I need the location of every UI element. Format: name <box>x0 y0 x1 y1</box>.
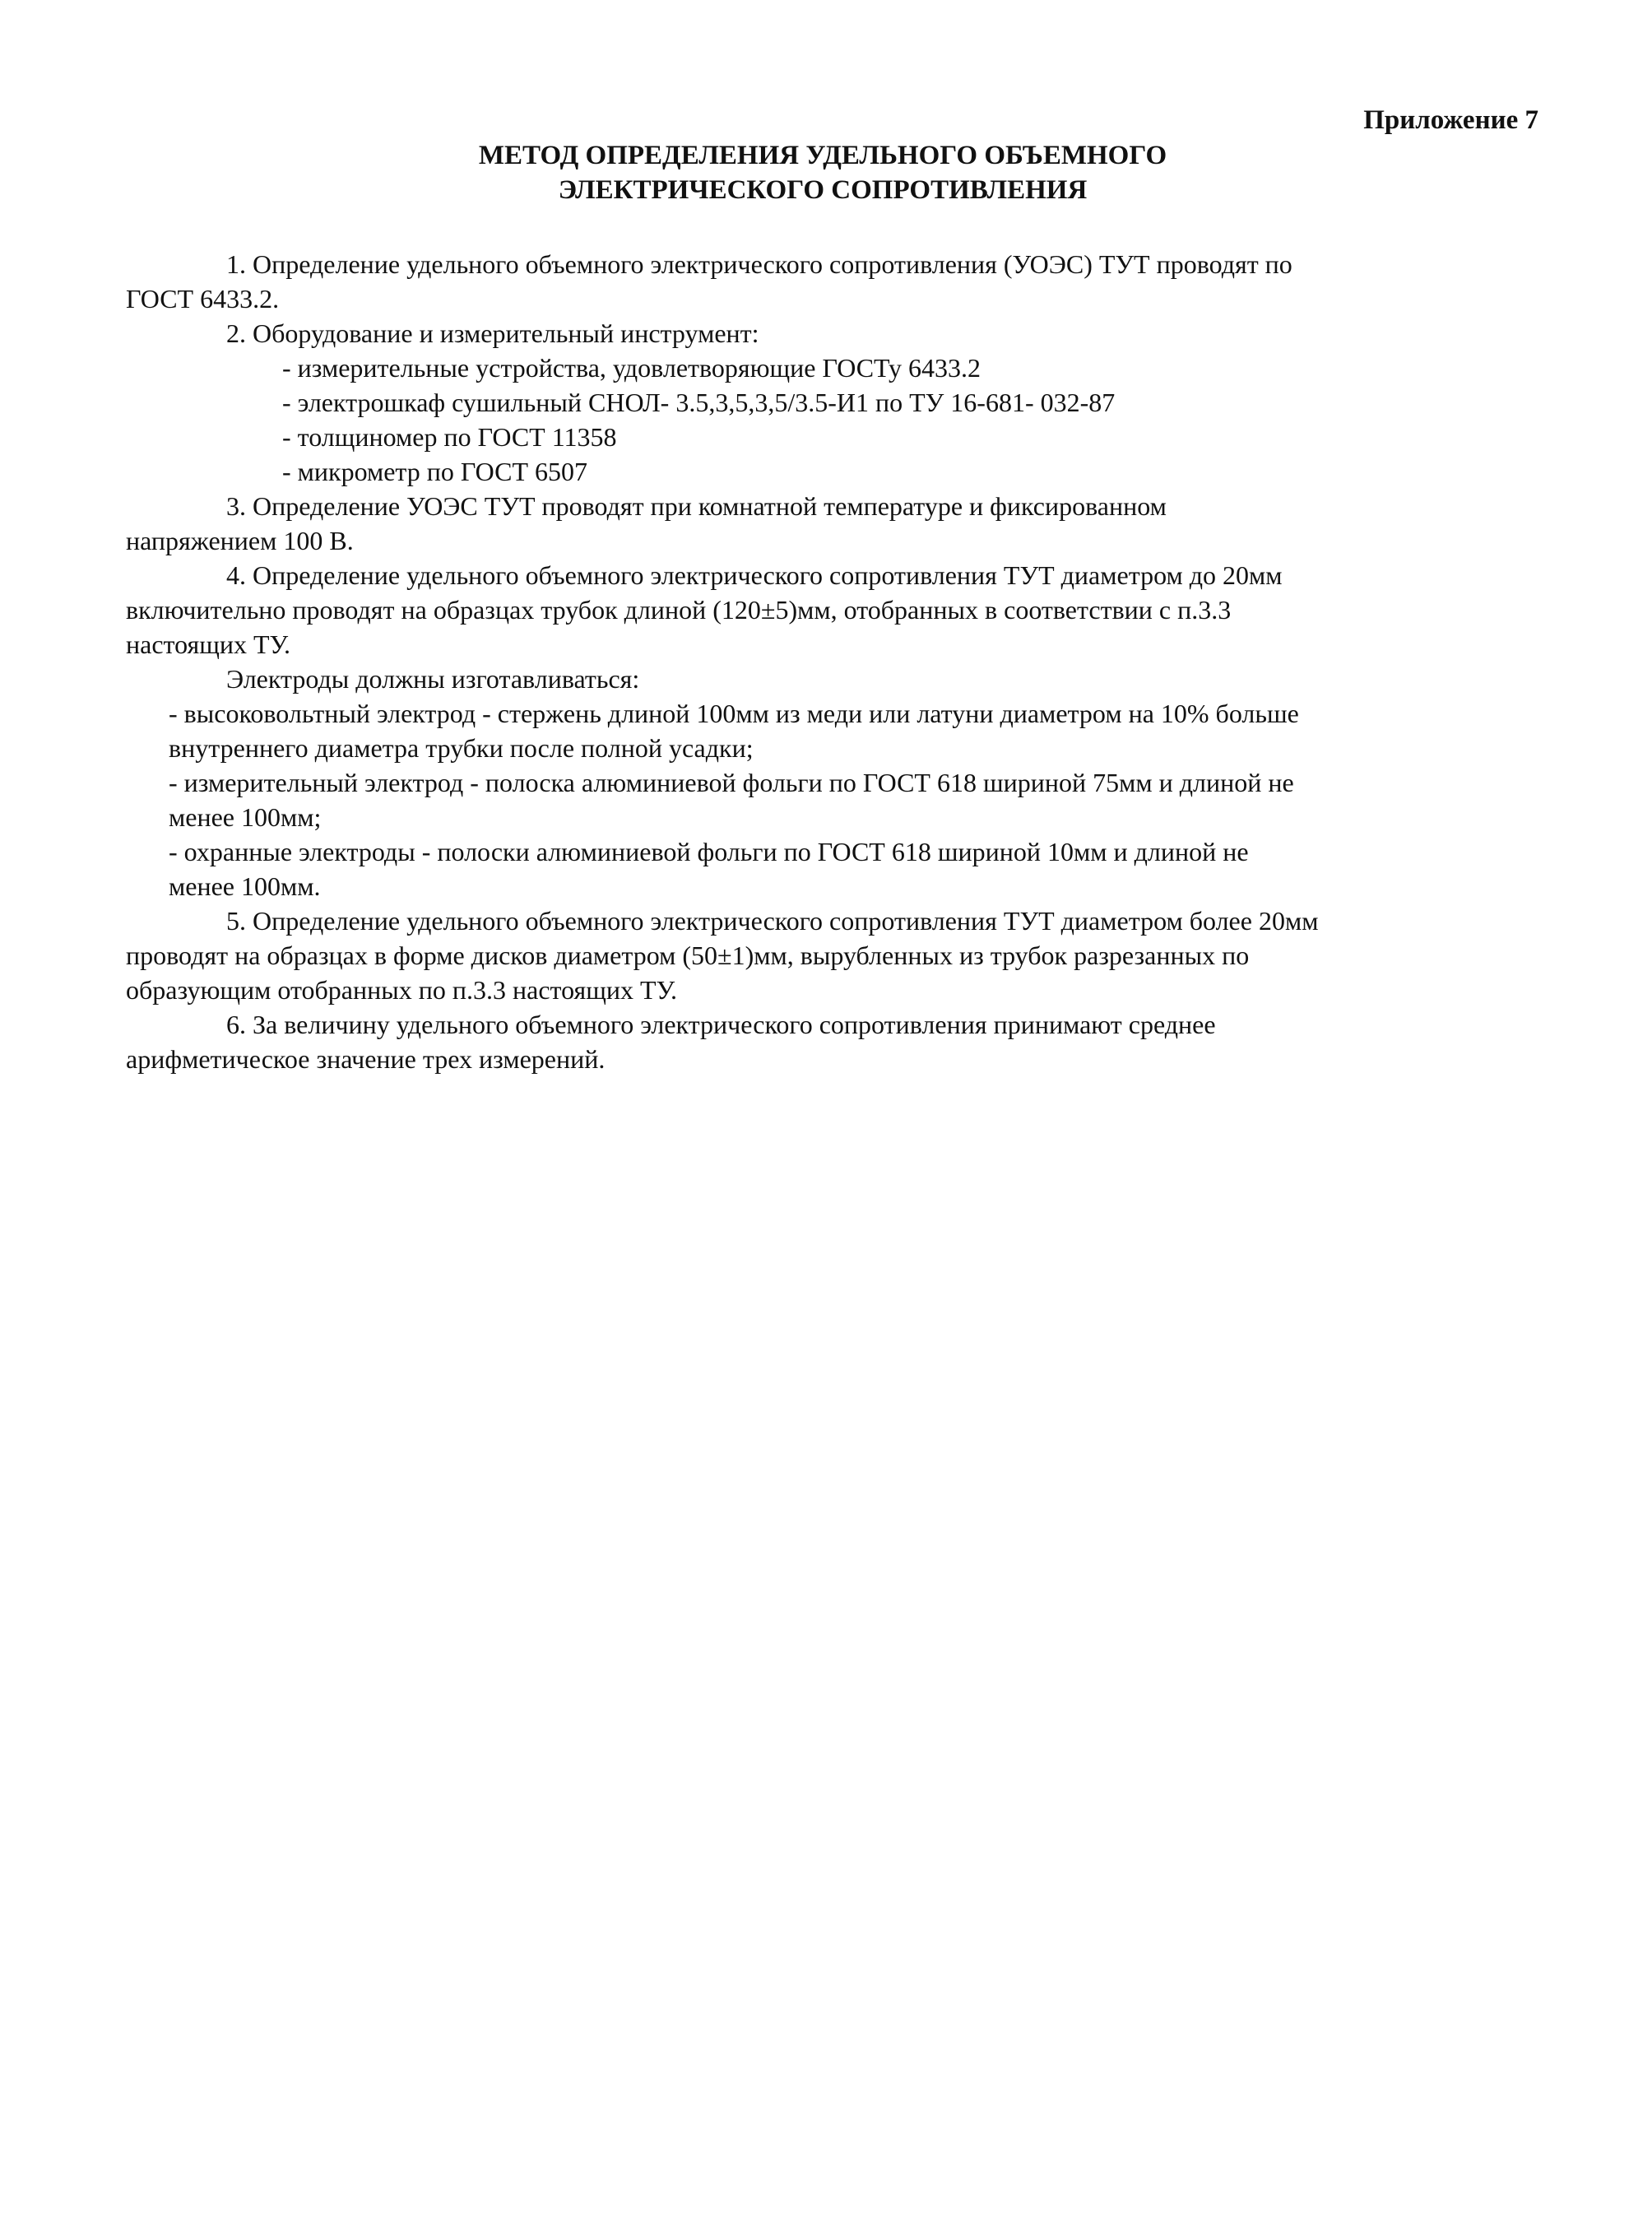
list-item: - измерительные устройства, удовлетворяющие ГОСТу 6433.2 <box>282 353 981 383</box>
paragraph-4 <box>126 558 1541 662</box>
paragraph-line: проводят на образцах в форме дисков диаметром (50±1)мм, вырубленных из трубок разрезанных по <box>126 941 1250 970</box>
list-item-continuation: внутреннего диаметра трубки после полной усадки; <box>169 733 754 763</box>
list-item: - измерительный электрод - полоска алюминиевой фольги по ГОСТ 618 шириной 75мм и длиной не <box>169 768 1294 797</box>
paragraph-line: ГОСТ 6433.2. <box>126 284 280 314</box>
paragraph-line: арифметическое значение трех измерений. <box>126 1044 606 1074</box>
list-item: - электрошкаф сушильный СНОЛ- 3.5,3,5,3,5/3.5-И1 по ТУ 16-681- 032-87 <box>282 388 1116 417</box>
electrodes-heading: Электроды должны изготавливаться: <box>226 664 640 694</box>
paragraph-line: напряжением 100 В. <box>126 526 354 555</box>
title-line-2: ЭЛЕКТРИЧЕСКОГО СОПРОТИВЛЕНИЯ <box>558 175 1088 205</box>
list-item-continuation: менее 100мм. <box>169 871 321 901</box>
list-item-continuation: менее 100мм; <box>169 802 322 832</box>
paragraph-line: 2. Оборудование и измерительный инструмент: <box>226 318 759 348</box>
title-line-1: МЕТОД ОПРЕДЕЛЕНИЯ УДЕЛЬНОГО ОБЪЕМНОГО <box>478 141 1167 170</box>
paragraph-line: образующим отобранных по п.3.3 настоящих ТУ. <box>126 975 677 1005</box>
document-body <box>126 247 1541 1076</box>
list-item: - микрометр по ГОСТ 6507 <box>282 457 588 486</box>
paragraph-line: включительно проводят на образцах трубок длиной (120±5)мм, отобранных в соответствии с п.3.3 <box>126 595 1232 625</box>
paragraph-line: 3. Определение УОЭС ТУТ проводят при комнатной температуре и фиксированном <box>226 491 1167 521</box>
paragraph-line: 4. Определение удельного объемного электрического сопротивления ТУТ диаметром до 20мм <box>226 560 1283 590</box>
paragraph-1 <box>126 247 1541 316</box>
paragraph-line: 6. За величину удельного объемного электрического сопротивления принимают среднее <box>226 1010 1216 1039</box>
list-item: - высоковольтный электрод - стержень длиной 100мм из меди или латуни диаметром на 10% больше <box>169 699 1299 728</box>
list-item: - охранные электроды - полоски алюминиевой фольги по ГОСТ 618 шириной 10мм и длиной не <box>169 837 1249 866</box>
paragraph-5 <box>126 903 1541 1007</box>
list-item: - толщиномер по ГОСТ 11358 <box>282 422 617 452</box>
appendix-label: Приложение 7 <box>1363 105 1538 135</box>
paragraph-3 <box>126 489 1541 558</box>
paragraph-2 <box>126 316 1541 489</box>
electrodes-section <box>126 662 1541 903</box>
paragraph-line: 1. Определение удельного объемного электрического сопротивления (УОЭС) ТУТ проводят по <box>226 249 1292 279</box>
document-title <box>247 138 1399 207</box>
paragraph-line: 5. Определение удельного объемного электрического сопротивления ТУТ диаметром более 20мм <box>226 906 1319 936</box>
paragraph-line: настоящих ТУ. <box>126 629 290 659</box>
paragraph-6 <box>126 1007 1541 1076</box>
